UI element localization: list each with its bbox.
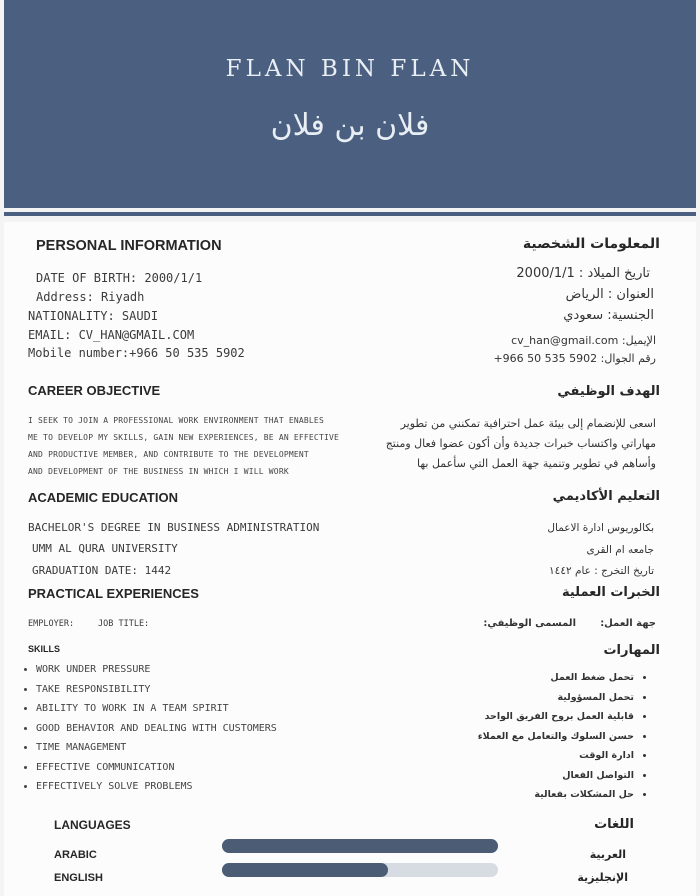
skill-item-en: • TAKE RESPONSIBILITY xyxy=(36,680,277,700)
languages-title-ar: اللغات xyxy=(594,817,634,832)
skill-item-ar: • حسن السلوك والتعامل مع العملاء xyxy=(478,727,634,747)
address-ar: العنوان : الرياض xyxy=(565,287,654,302)
education-title-ar: التعليم الأكاديمي xyxy=(552,489,660,504)
language-name-ar: العربية xyxy=(589,848,626,861)
university-en: UMM AL QURA UNIVERSITY xyxy=(32,542,178,555)
header-divider xyxy=(4,212,696,216)
experience-title-en: PRACTICAL EXPERIENCES xyxy=(28,586,199,601)
dob-ar: تاريخ الميلاد : 2000/1/1 xyxy=(516,266,650,281)
career-line-en: AND PRODUCTIVE MEMBER, AND CONTRIBUTE TO THE DEVELOPMENT xyxy=(28,450,309,459)
cv-header xyxy=(4,0,696,208)
skill-item-ar: • ادارة الوقت xyxy=(478,746,634,766)
language-level-fill xyxy=(222,863,388,877)
skill-item-ar: • قابلية العمل بروح الفريق الواحد xyxy=(478,707,634,727)
language-level-bar xyxy=(222,839,498,853)
skill-item-en: • TIME MANAGEMENT xyxy=(36,738,277,758)
skill-item-en: • EFFECTIVELY SOLVE PROBLEMS xyxy=(36,777,277,797)
email-en: EMAIL: CV_HAN@GMAIL.COM xyxy=(28,328,195,342)
skill-item-en: • ABILITY TO WORK IN A TEAM SPIRIT xyxy=(36,699,277,719)
graduation-ar: تاريخ التخرج : عام ١٤٤٢ xyxy=(549,565,654,577)
nationality-en: NATIONALITY: SAUDI xyxy=(28,309,159,323)
skills-list-ar xyxy=(478,668,648,805)
skills-title-en: SKILLS xyxy=(28,644,61,654)
career-text-en xyxy=(28,412,339,480)
career-line-en: AND DEVELOPMENT OF THE BUSINESS IN WHICH I WILL WORK xyxy=(28,467,289,476)
address-en: Address: Riyadh xyxy=(36,290,145,304)
career-line-ar: اسعى للإنضمام إلى بيئة عمل احترافية تمكنني من تطوير xyxy=(400,417,656,430)
language-name-ar: الإنجليزية xyxy=(577,871,628,884)
education-title-en: ACADEMIC EDUCATION xyxy=(28,490,178,505)
skill-item-ar: • التواصل الفعال xyxy=(478,766,634,786)
name-english: FLAN BIN FLAN xyxy=(225,56,475,82)
language-name-en: ENGLISH xyxy=(54,872,103,884)
job-title-label-en: JOB TITLE: xyxy=(98,619,150,629)
graduation-en: GRADUATION DATE: 1442 xyxy=(32,564,172,577)
personal-title-ar: المعلومات الشخصية xyxy=(522,236,660,252)
language-name-en: ARABIC xyxy=(54,849,97,861)
language-level-bar xyxy=(222,863,498,877)
career-title-en: CAREER OBJECTIVE xyxy=(28,383,161,398)
skill-item-ar: • حل المشكلات بفعالية xyxy=(478,785,634,805)
languages-title-en: LANGUAGES xyxy=(54,818,131,832)
dob-en: DATE OF BIRTH: 2000/1/1 xyxy=(36,271,203,285)
skill-item-en: • EFFECTIVE COMMUNICATION xyxy=(36,758,277,778)
skill-item-en: • WORK UNDER PRESSURE xyxy=(36,660,277,680)
mobile-ar: رقم الجوال: 5902 535 50 966+ xyxy=(493,352,656,365)
skill-item-ar: • تحمل ضغط العمل xyxy=(478,668,634,688)
employer-label-en: EMPLOYER: xyxy=(28,619,75,629)
job-title-label-ar: المسمى الوظيفي: xyxy=(483,618,576,629)
career-text-ar xyxy=(386,414,656,474)
employer-label-ar: جهة العمل: xyxy=(600,618,656,629)
career-title-ar: الهدف الوظيفي xyxy=(557,384,660,399)
skill-item-en: • GOOD BEHAVIOR AND DEALING WITH CUSTOMERS xyxy=(36,719,277,739)
language-level-fill xyxy=(222,839,498,853)
skills-title-ar: المهارات xyxy=(603,643,660,658)
personal-title-en: PERSONAL INFORMATION xyxy=(36,238,222,254)
degree-ar: بكالوريوس ادارة الاعمال xyxy=(547,522,654,534)
name-arabic: فلان بن فلان xyxy=(270,108,430,143)
university-ar: جامعه ام القرى xyxy=(586,544,654,556)
mobile-en: Mobile number:+966 50 535 5902 xyxy=(28,346,245,360)
degree-en: BACHELOR'S DEGREE IN BUSINESS ADMINISTRATION xyxy=(28,521,320,534)
skill-item-ar: • تحمل المسؤولية xyxy=(478,688,634,708)
nationality-ar: الجنسية: سعودي xyxy=(563,308,654,323)
skills-list-en xyxy=(22,660,277,797)
career-line-ar: وأساهم في تطوير وتنمية جهة العمل التي سأعمل بها xyxy=(417,457,656,470)
career-line-en: ME TO DEVELOP MY SKILLS, GAIN NEW EXPERIENCES, BE AN EFFECTIVE xyxy=(28,433,340,442)
career-line-en: I SEEK TO JOIN A PROFESSIONAL WORK ENVIRONMENT THAT ENABLES xyxy=(28,416,324,425)
email-ar: الإيميل: cv_han@gmail.com xyxy=(511,334,656,347)
experience-title-ar: الخبرات العملية xyxy=(561,585,660,600)
career-line-ar: مهاراتي واكتساب خبرات جديدة وأن أكون عضوا فعال ومنتج xyxy=(385,437,656,450)
